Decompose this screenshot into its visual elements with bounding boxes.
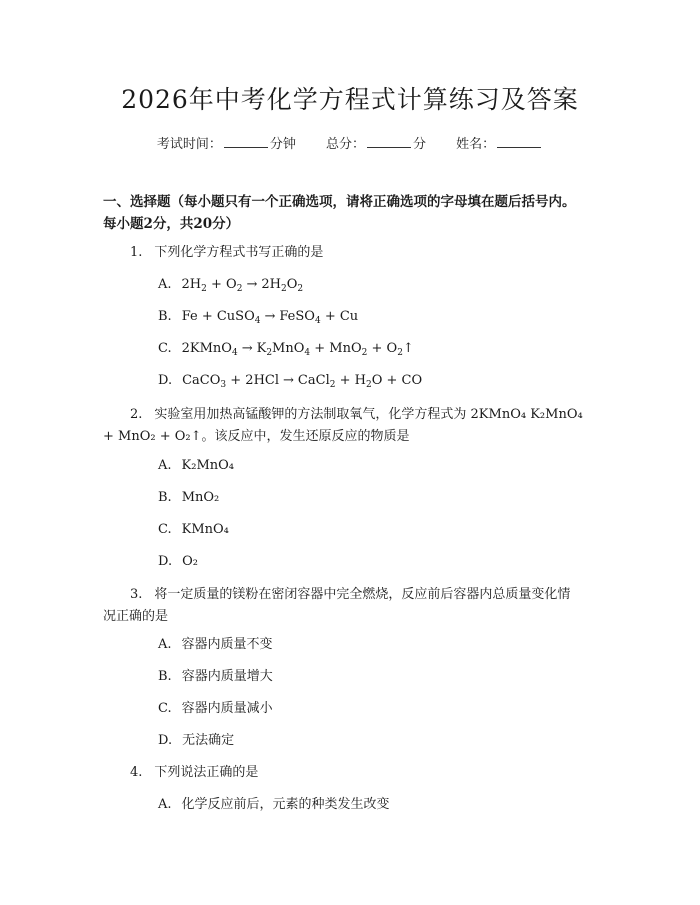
question-number: 3. — [130, 587, 143, 602]
score-field — [326, 137, 426, 152]
question-text-line1: 实验室用加热高锰酸钾的方法制取氧气，化学方程式为 2KMnO₄ K₂MnO₄ — [154, 407, 583, 422]
option-letter: A. — [158, 277, 172, 292]
right-arrow-icon: → — [241, 341, 253, 356]
option-3c[interactable] — [158, 699, 273, 719]
option-2c[interactable] — [158, 520, 229, 540]
question-number: 2. — [130, 407, 143, 422]
section-heading — [103, 191, 603, 235]
question-text-line2: 况正确的是 — [103, 609, 169, 624]
time-label: 考试时间： — [156, 137, 222, 152]
option-text: K₂MnO₄ — [181, 458, 235, 473]
option-letter: D. — [158, 373, 173, 388]
question-2 — [103, 404, 603, 448]
exam-meta — [0, 133, 700, 152]
option-4a[interactable] — [158, 795, 390, 815]
question-number: 4. — [130, 765, 143, 780]
option-text: O₂ — [182, 554, 198, 569]
option-letter: B. — [158, 309, 172, 324]
option-1b[interactable] — [158, 307, 358, 327]
option-3a[interactable] — [158, 635, 273, 655]
option-2b[interactable] — [158, 488, 219, 508]
option-letter: A. — [158, 797, 172, 812]
right-arrow-icon: → — [246, 277, 258, 292]
option-3b[interactable] — [158, 667, 273, 687]
question-text-line1: 将一定质量的镁粉在密闭容器中完全燃烧，反应前后容器内总质量变化情 — [154, 587, 571, 602]
option-1c[interactable] — [158, 339, 414, 359]
question-text: 下列说法正确的是 — [154, 765, 259, 780]
option-3d[interactable] — [158, 731, 234, 751]
score-label: 总分： — [325, 137, 365, 152]
right-arrow-icon: → — [283, 373, 294, 388]
option-letter: C. — [158, 701, 172, 716]
right-arrow-icon: → — [264, 309, 276, 324]
option-letter: C. — [158, 522, 172, 537]
option-letter: A. — [158, 458, 172, 473]
option-text: 容器内质量不变 — [181, 637, 273, 652]
question-3 — [103, 584, 603, 628]
score-unit: 分 — [413, 137, 427, 152]
name-field — [456, 137, 543, 152]
time-field — [157, 137, 296, 152]
section-heading-line1: 一、选择题（每小题只有一个正确选项，请将正确选项的字母填在题后括号内。 — [103, 194, 576, 210]
time-blank[interactable] — [224, 135, 268, 148]
option-letter: D. — [158, 733, 173, 748]
option-2d[interactable] — [158, 552, 198, 572]
score-blank[interactable] — [367, 135, 411, 148]
question-text: 下列化学方程式书写正确的是 — [154, 245, 324, 260]
equation: CaCO$_3$ + 2HCl → CaCl$_2$ + $H_2O$ + CO — [182, 373, 423, 390]
option-text: 容器内质量减小 — [181, 701, 273, 716]
name-label: 姓名： — [456, 137, 496, 152]
option-text: 无法确定 — [182, 733, 235, 748]
option-text: MnO₂ — [181, 490, 220, 505]
equation: 2KMnO$_4$ → $K_2MnO_4 + MnO_2$ + $O_2↑$ — [181, 341, 414, 358]
option-letter: B. — [158, 669, 172, 684]
option-text: 容器内质量增大 — [181, 669, 273, 684]
name-blank[interactable] — [497, 135, 541, 148]
option-text: 化学反应前后，元素的种类发生改变 — [181, 797, 390, 812]
question-number: 1. — [130, 245, 143, 260]
option-letter: D. — [158, 554, 173, 569]
equation: $2H_2 + O_2 \to 2H_2O_2$ — [181, 277, 304, 294]
question-1 — [103, 242, 603, 264]
option-letter: B. — [158, 490, 172, 505]
option-2a[interactable] — [158, 456, 234, 476]
equation: Fe + CuSO$_4$ → FeSO$_4$ + Cu — [181, 309, 359, 326]
option-1a[interactable] — [158, 275, 303, 295]
time-unit: 分钟 — [269, 137, 296, 152]
option-1d[interactable] — [158, 371, 422, 391]
question-4 — [103, 762, 603, 784]
option-letter: A. — [158, 637, 172, 652]
section-heading-line2: 每小题2分，共20分） — [103, 216, 240, 232]
page-title: 2026年中考化学方程式计算练习及答案 — [121, 85, 579, 114]
question-text-line2: + MnO₂ + O₂↑。该反应中，发生还原反应的物质是 — [103, 429, 410, 444]
option-text: KMnO₄ — [181, 522, 229, 537]
option-letter: C. — [158, 341, 172, 356]
